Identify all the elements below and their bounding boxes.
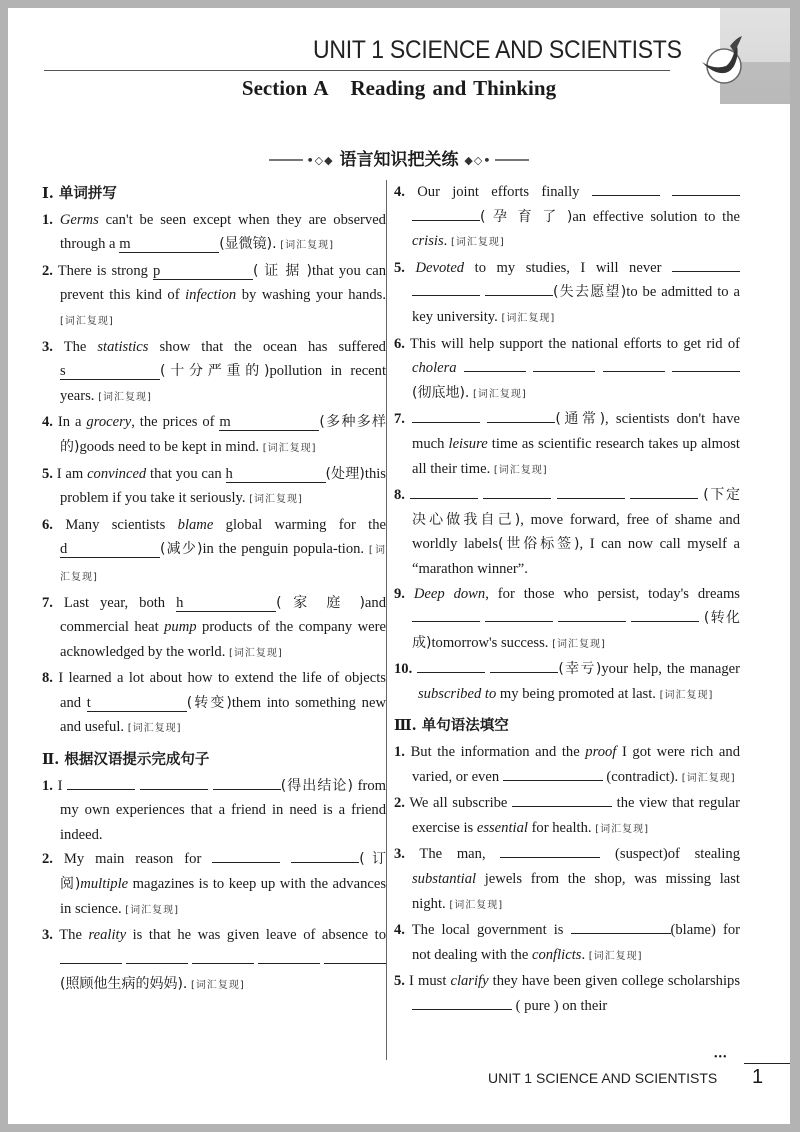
keyword: Devoted bbox=[415, 259, 465, 276]
first-letter: t bbox=[86, 694, 91, 711]
answer-blank[interactable] bbox=[60, 541, 160, 558]
answer-blank[interactable] bbox=[87, 695, 187, 712]
answer-blank[interactable] bbox=[258, 963, 320, 964]
question-3-2 bbox=[394, 791, 740, 842]
question-text: an effective solution to the bbox=[572, 208, 740, 225]
vocab-review-tag: [词汇复现] bbox=[280, 240, 335, 252]
hint: (通常) bbox=[555, 411, 606, 428]
question-text: , I can now call myself a “marathon winner”. bbox=[412, 536, 740, 577]
question-3-1 bbox=[394, 740, 740, 791]
hint: ( 孕 育 了 ) bbox=[480, 208, 573, 225]
question-text: But the information and the bbox=[410, 744, 586, 761]
question-text: Our joint efforts finally bbox=[417, 184, 592, 200]
unit-title: UNIT 1 SCIENCE AND SCIENTISTS bbox=[313, 36, 682, 64]
question-2-7 bbox=[394, 407, 740, 483]
question-number: 7. bbox=[394, 411, 405, 428]
keyword: conflicts bbox=[531, 946, 582, 963]
answer-blank[interactable] bbox=[485, 621, 553, 622]
keyword: crisis bbox=[412, 233, 444, 250]
answer-blank[interactable] bbox=[291, 862, 359, 863]
answer-blank[interactable] bbox=[592, 195, 660, 196]
question-text: your help, the manager bbox=[601, 661, 740, 678]
answer-blank[interactable] bbox=[631, 621, 699, 622]
keyword: leisure bbox=[448, 435, 488, 452]
question-text: global warming for the bbox=[213, 516, 386, 533]
answer-blank[interactable] bbox=[412, 295, 480, 296]
question-text: this problem if you take it seriously. bbox=[60, 465, 386, 507]
question-text: , move forward, free of shame and worldly labels bbox=[412, 511, 740, 553]
keyword: blame bbox=[177, 516, 214, 533]
question-number: 6. bbox=[394, 335, 405, 352]
answer-blank[interactable] bbox=[176, 595, 276, 612]
answer-blank[interactable] bbox=[533, 371, 595, 372]
keyword: pump bbox=[164, 619, 197, 636]
question-number: 4. bbox=[394, 184, 405, 200]
question-text: I must bbox=[409, 973, 451, 990]
question-number: 5. bbox=[394, 259, 405, 276]
question-number: 8. bbox=[42, 670, 53, 687]
answer-blank[interactable] bbox=[500, 857, 600, 858]
question-2-10 bbox=[394, 657, 740, 708]
hint: (世俗标签) bbox=[498, 536, 580, 553]
hint: (显微镜). bbox=[219, 236, 277, 253]
first-letter: m bbox=[119, 236, 131, 253]
question-text: magazines is to keep up with the advances in science. bbox=[60, 876, 386, 917]
question-text: , the prices of bbox=[131, 414, 220, 431]
question-text: to be admitted to a key university. bbox=[412, 284, 740, 325]
answer-blank[interactable] bbox=[487, 422, 555, 423]
section-title bbox=[8, 76, 790, 101]
hint: (blame) bbox=[670, 922, 716, 939]
vocab-review-tag: [词汇复现] bbox=[262, 442, 317, 454]
question-number: 2. bbox=[42, 851, 53, 868]
answer-blank[interactable] bbox=[219, 414, 319, 431]
section-name: Reading and Thinking bbox=[350, 76, 557, 100]
keyword: infection bbox=[185, 287, 237, 304]
question-text: and commercial heat bbox=[60, 594, 386, 636]
question-1-1 bbox=[42, 208, 386, 259]
question-number: 3. bbox=[42, 927, 53, 944]
question-number: 1. bbox=[394, 744, 405, 761]
first-letter: h bbox=[225, 465, 233, 482]
keyword: Deep down bbox=[413, 585, 486, 602]
question-number: 1. bbox=[42, 211, 53, 228]
question-1-3 bbox=[42, 335, 386, 411]
question-text: , for those who persist, today's dreams bbox=[485, 585, 740, 602]
answer-blank[interactable] bbox=[512, 806, 612, 807]
question-text: Many scientists bbox=[65, 516, 178, 533]
vocab-review-tag: [词汇复现] bbox=[681, 772, 736, 784]
answer-blank[interactable] bbox=[212, 862, 280, 863]
vocab-review-tag: [词汇复现] bbox=[229, 647, 283, 659]
exercise-banner bbox=[8, 145, 790, 170]
vocab-review-tag: [词汇复现] bbox=[552, 638, 606, 650]
question-text: is that he was given leave of absence to bbox=[126, 927, 387, 944]
vocab-review-tag: [词汇复现] bbox=[493, 464, 548, 476]
question-text: pollution in recent years. bbox=[60, 363, 386, 404]
question-number: 4. bbox=[394, 922, 405, 939]
question-1-5 bbox=[42, 462, 386, 513]
vocab-review-tag: [词汇复现] bbox=[249, 494, 303, 506]
vocab-review-tag: [词汇复现] bbox=[125, 904, 180, 916]
question-1-4 bbox=[42, 410, 386, 461]
answer-blank[interactable] bbox=[192, 963, 254, 964]
question-text: I got were rich and varied, or even bbox=[412, 744, 740, 785]
question-3-5 bbox=[394, 969, 740, 1018]
answer-blank[interactable] bbox=[417, 672, 485, 673]
vocab-review-tag: [词汇复现] bbox=[98, 391, 152, 403]
hint: (suspect) bbox=[615, 846, 668, 863]
question-text: The man, bbox=[419, 846, 501, 863]
answer-blank[interactable] bbox=[483, 498, 551, 499]
question-number: 4. bbox=[42, 414, 53, 431]
question-text: by washing your hands. bbox=[236, 287, 386, 304]
question-number: 7. bbox=[42, 594, 53, 611]
hint: (处理) bbox=[325, 465, 365, 482]
question-2-4 bbox=[394, 180, 740, 256]
answer-blank[interactable] bbox=[485, 295, 553, 296]
question-2-6 bbox=[394, 332, 740, 408]
keyword: reality bbox=[88, 927, 127, 944]
question-text: for not dealing with the bbox=[412, 922, 740, 963]
question-text: I learned a lot about how to extend the life of objects and bbox=[58, 670, 386, 711]
question-2-2 bbox=[42, 847, 386, 923]
column-divider bbox=[386, 180, 387, 1060]
banner-title: 语言知识把关练 bbox=[339, 150, 459, 170]
hint: (转变) bbox=[186, 694, 232, 711]
question-text: My main reason for bbox=[63, 851, 213, 868]
question-text: The bbox=[59, 927, 89, 944]
question-number: 10. bbox=[394, 661, 413, 678]
question-number: 5. bbox=[394, 973, 405, 990]
vocab-review-tag: [词汇复现] bbox=[60, 545, 386, 583]
question-text: I bbox=[57, 777, 68, 794]
answer-blank[interactable] bbox=[324, 963, 386, 964]
answer-blank[interactable] bbox=[571, 933, 671, 934]
hint: (得出结论) bbox=[280, 777, 353, 794]
document-page bbox=[8, 8, 790, 1124]
question-text: . bbox=[443, 233, 448, 250]
question-2-5 bbox=[394, 256, 740, 332]
answer-blank[interactable] bbox=[412, 220, 480, 221]
vocab-review-tag: [词汇复现] bbox=[473, 388, 527, 400]
question-text: . bbox=[581, 946, 586, 963]
answer-blank[interactable] bbox=[672, 271, 740, 272]
vocab-review-tag: [词汇复现] bbox=[127, 723, 182, 735]
answer-blank[interactable] bbox=[557, 498, 625, 499]
hint: (十分严重的) bbox=[160, 363, 270, 380]
question-text: This will help support the national efforts to get rid of bbox=[409, 335, 740, 352]
section-heading: Ⅱ. 根据汉语提示完成句子 bbox=[42, 751, 210, 769]
question-text: , scientists don't have much bbox=[412, 411, 740, 452]
keyword: cholera bbox=[412, 360, 457, 377]
hint: (照顾他生病的妈妈). bbox=[60, 976, 188, 993]
question-text: products of the company were acknowledged by the world. bbox=[60, 619, 386, 660]
question-text: to my studies, I will never bbox=[464, 259, 672, 276]
keyword: clarify bbox=[450, 973, 489, 990]
answer-blank[interactable] bbox=[490, 672, 558, 673]
vocab-review-tag: [词汇复现] bbox=[501, 312, 556, 324]
vocab-review-tag: [词汇复现] bbox=[450, 237, 505, 249]
question-number: 3. bbox=[42, 338, 53, 355]
question-number: 3. bbox=[394, 846, 405, 863]
question-number: 9. bbox=[394, 585, 405, 602]
question-2-3 bbox=[42, 923, 386, 999]
keyword: essential bbox=[476, 819, 528, 836]
question-text: tomorrow's success. bbox=[431, 634, 549, 651]
continued-indicator: ••• bbox=[714, 1052, 728, 1063]
answer-blank[interactable] bbox=[119, 236, 219, 253]
hint: (彻底地). bbox=[412, 384, 470, 401]
hint: (减少) bbox=[160, 541, 203, 558]
question-1-2 bbox=[42, 259, 386, 335]
vocab-review-tag: [词汇复现] bbox=[60, 315, 114, 327]
answer-blank[interactable] bbox=[603, 371, 665, 372]
first-letter: p bbox=[152, 262, 161, 279]
question-text: The local government is bbox=[411, 922, 571, 939]
ornament-icon: ◆◇• bbox=[464, 153, 492, 167]
vocab-review-tag: [词汇复现] bbox=[191, 980, 245, 992]
question-text: in the penguin popula-tion. bbox=[202, 541, 365, 558]
keyword: convinced bbox=[87, 465, 147, 482]
question-text: that you can prevent this kind of bbox=[60, 262, 386, 304]
answer-blank[interactable] bbox=[412, 422, 480, 423]
answer-blank[interactable] bbox=[153, 263, 253, 280]
question-number: 2. bbox=[394, 795, 405, 812]
answer-blank[interactable] bbox=[503, 780, 603, 781]
question-text: from my own experiences that a friend in need is a friend indeed. bbox=[60, 777, 387, 843]
question-text: jewels from the shop, was missing last night. bbox=[412, 871, 740, 912]
answer-blank[interactable] bbox=[67, 789, 135, 790]
answer-blank[interactable] bbox=[60, 363, 160, 380]
hint: (幸亏) bbox=[558, 661, 602, 678]
question-text: The bbox=[63, 338, 98, 355]
question-2-8 bbox=[394, 483, 740, 581]
question-text: show that the ocean has suffered bbox=[148, 338, 386, 355]
question-3-4 bbox=[394, 918, 740, 969]
keyword: Germs bbox=[59, 211, 99, 228]
question-text: they have been given college scholarships bbox=[488, 973, 741, 990]
ornament-line bbox=[495, 159, 529, 161]
hint: (下定决心做我自己) bbox=[412, 487, 740, 528]
first-letter: m bbox=[219, 414, 231, 431]
hint: (订阅) bbox=[60, 851, 386, 893]
first-letter: s bbox=[60, 363, 66, 380]
question-text: my being promoted at last. bbox=[496, 685, 656, 702]
question-text: time as scientific research takes up almost all their time. bbox=[412, 435, 740, 477]
hint: ( 证 据 ) bbox=[252, 262, 312, 279]
keyword: grocery bbox=[86, 414, 132, 431]
answer-blank[interactable] bbox=[412, 1009, 512, 1010]
question-number: 6. bbox=[42, 516, 53, 533]
right-column bbox=[394, 180, 740, 1019]
footer-unit-title: UNIT 1 SCIENCE AND SCIENTISTS bbox=[488, 1070, 718, 1086]
question-text: Last year, both bbox=[63, 594, 177, 611]
answer-blank[interactable] bbox=[126, 963, 188, 964]
hint: (转化成) bbox=[412, 610, 740, 651]
vocab-review-tag: [词汇复现] bbox=[659, 689, 714, 701]
answer-blank[interactable] bbox=[558, 621, 626, 622]
question-number: 8. bbox=[394, 487, 405, 504]
section-heading: Ⅰ. 单词拼写 bbox=[42, 185, 117, 202]
question-text: can't be seen except when they are observed through a bbox=[60, 211, 386, 253]
question-text: I am bbox=[56, 465, 88, 482]
question-1-7 bbox=[42, 591, 386, 667]
question-2-9 bbox=[394, 582, 740, 658]
vocab-review-tag: [词汇复现] bbox=[595, 823, 650, 835]
vocab-review-tag: [词汇复现] bbox=[449, 899, 504, 911]
question-text: them into something new and useful. bbox=[60, 694, 386, 736]
answer-blank[interactable] bbox=[60, 963, 122, 964]
question-text: on their bbox=[558, 998, 608, 1014]
question-text: In a bbox=[57, 414, 87, 431]
question-text: for health. bbox=[527, 819, 592, 836]
answer-blank[interactable] bbox=[672, 371, 740, 372]
hint: ( pure ) bbox=[515, 998, 559, 1014]
answer-blank[interactable] bbox=[412, 621, 480, 622]
keyword: substantial bbox=[412, 871, 477, 888]
question-3-3 bbox=[394, 842, 740, 918]
ornament-icon: •◇◆ bbox=[306, 153, 334, 167]
answer-blank[interactable] bbox=[226, 466, 326, 483]
section-heading: Ⅲ. 单句语法填空 bbox=[394, 717, 509, 735]
question-number: 1. bbox=[42, 777, 53, 794]
header-rule bbox=[44, 70, 670, 71]
question-text: We all subscribe bbox=[409, 795, 513, 812]
question-text: There is strong bbox=[57, 262, 153, 279]
answer-blank[interactable] bbox=[672, 195, 740, 196]
question-1-8 bbox=[42, 666, 386, 742]
question-number: 5. bbox=[42, 465, 53, 482]
question-1-6 bbox=[42, 513, 386, 591]
hint: ( 家 庭 ) bbox=[276, 594, 365, 611]
answer-blank[interactable] bbox=[630, 498, 698, 499]
answer-blank[interactable] bbox=[464, 371, 526, 372]
ornament-line bbox=[269, 159, 303, 161]
first-letter: d bbox=[60, 541, 68, 558]
section-label: Section A bbox=[241, 76, 329, 100]
keyword: proof bbox=[585, 744, 617, 761]
hint: (contradict). bbox=[606, 768, 679, 785]
keyword: multiple bbox=[80, 876, 129, 893]
left-column bbox=[42, 180, 386, 999]
question-2-1 bbox=[42, 774, 386, 848]
question-number: 2. bbox=[42, 262, 53, 279]
question-text: the view that regular exercise is bbox=[412, 795, 741, 836]
hint: (失去愿望) bbox=[552, 284, 627, 301]
keyword: subscribed to bbox=[418, 685, 497, 702]
vocab-review-tag: [词汇复现] bbox=[588, 950, 643, 962]
answer-blank[interactable] bbox=[410, 498, 478, 499]
hint: (多种多样的) bbox=[60, 414, 386, 455]
keyword: statistics bbox=[97, 338, 149, 355]
footer-rule bbox=[744, 1063, 790, 1064]
question-text: of stealing bbox=[667, 846, 740, 863]
page-number: 1 bbox=[752, 1066, 764, 1088]
question-text: that you can bbox=[146, 465, 226, 482]
first-letter: h bbox=[176, 594, 184, 611]
question-text: goods need to be kept in mind. bbox=[79, 438, 260, 455]
answer-blank[interactable] bbox=[213, 789, 281, 790]
answer-blank[interactable] bbox=[140, 789, 208, 790]
